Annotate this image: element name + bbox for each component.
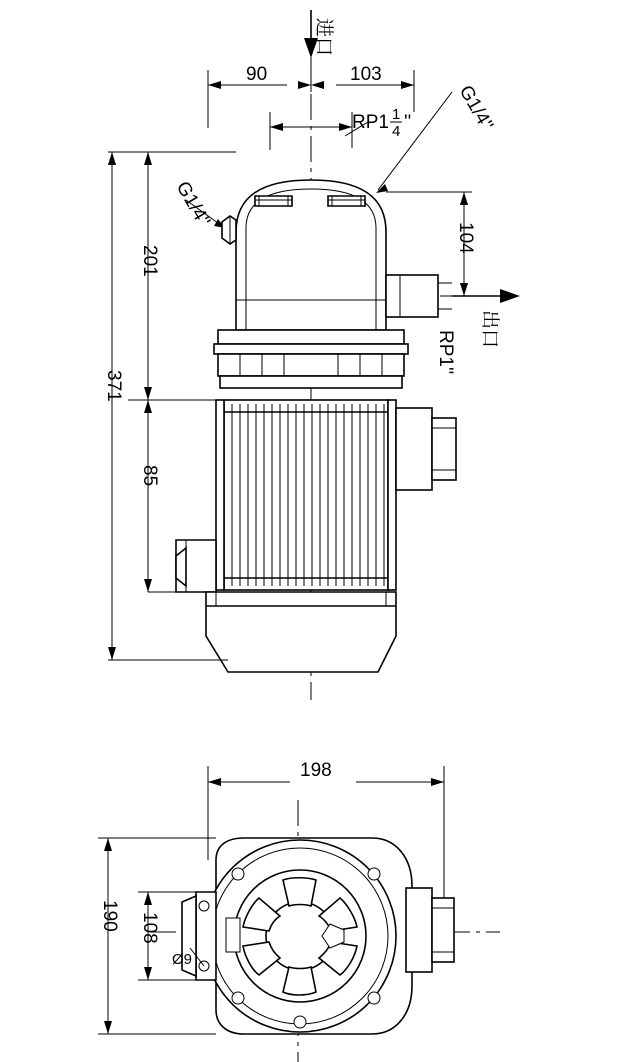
dim-85-label: 85 bbox=[139, 465, 160, 487]
rp1-frac-num: 1 bbox=[392, 106, 401, 123]
motor-body bbox=[176, 400, 456, 672]
g14-right-label bbox=[455, 82, 497, 134]
g14-left-label bbox=[172, 178, 214, 230]
left-plug bbox=[222, 216, 236, 244]
svg-text:G1/4'': G1/4'' bbox=[454, 82, 498, 135]
inlet-label bbox=[313, 18, 335, 56]
top-port-left bbox=[255, 196, 292, 206]
rp1-label: RP1 bbox=[352, 112, 389, 133]
dim-104-label: 104 bbox=[455, 222, 476, 254]
rp1-unit: '' bbox=[404, 112, 412, 133]
dim-190-label: 190 bbox=[99, 900, 120, 932]
svg-text:进口: 进口 bbox=[313, 18, 335, 57]
rp1-frac-den: 4 bbox=[392, 123, 401, 140]
upper-flange bbox=[214, 330, 408, 388]
outlet-label bbox=[479, 310, 501, 348]
plan-pump-body bbox=[182, 838, 454, 1034]
hole-dia-label: Ø9 bbox=[172, 951, 193, 968]
svg-text:G1/4'': G1/4'' bbox=[171, 178, 215, 231]
svg-text:出口: 出口 bbox=[479, 310, 501, 349]
dim-371-label: 371 bbox=[103, 370, 124, 402]
dim-201-label: 201 bbox=[139, 245, 160, 277]
top-port-right bbox=[328, 196, 365, 206]
dim-108-label: 108 bbox=[139, 912, 160, 944]
dim-198-label: 198 bbox=[300, 760, 332, 781]
dim-103-label: 103 bbox=[350, 64, 382, 85]
svg-text:RP1'': RP1'' bbox=[435, 330, 456, 375]
dim-90-label: 90 bbox=[246, 64, 268, 85]
rp1-outlet-label bbox=[435, 330, 456, 374]
